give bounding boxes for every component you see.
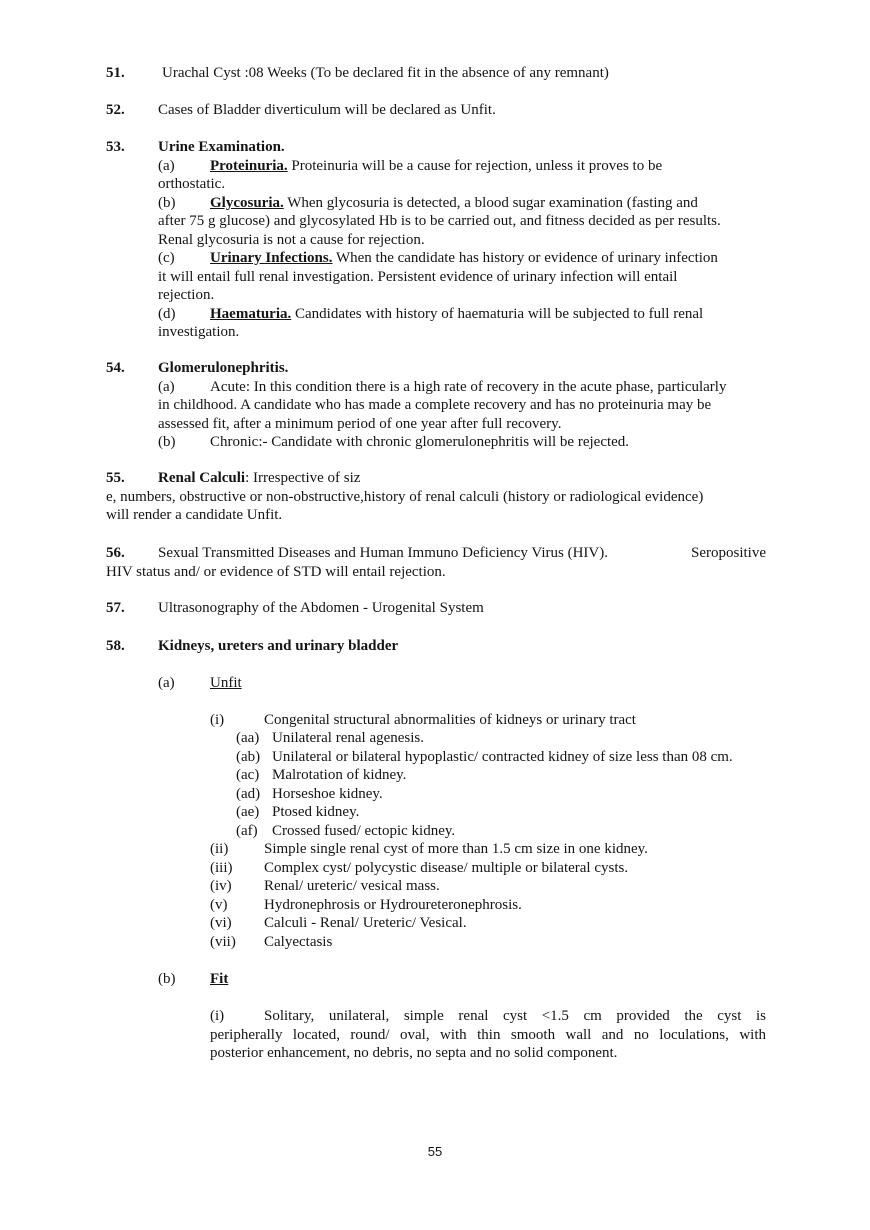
item-text: Urachal Cyst :08 Weeks (To be declared fit in the absence of any remnant) [162,65,609,81]
sub-item-b: (b) Fit [158,971,229,987]
item-text: Ultrasonography of the Abdomen - Urogenital System [158,600,484,616]
sub-item-a: (a) Acute: In this condition there is a high rate of recovery in the acute phase, particularly [158,378,727,395]
page-number: 55 [427,1144,443,1159]
list-item: (vi) Calculi - Renal/ Ureteric/ Vesical. [210,915,467,931]
sub-item-b: (b) Glycosuria. When glycosuria is detected, a blood sugar examination (fasting and [158,194,698,211]
roman-list [210,840,770,951]
roman-item: (i) Congenital structural abnormalities of kidneys or urinary tract [210,712,636,728]
list-item: (ae) Ptosed kidney. [236,804,360,820]
section-title: Urine Examination. [158,139,285,155]
item-number: 57. [106,600,125,616]
item-number: 56. [106,545,125,561]
item-55: 55. Renal Calculi: Irrespective of siz e, numbers, obstructive or non-obstructive,history of renal calculi (history or radiological evidence) will render a candidate Unfit. [106,470,704,523]
list-item: (vii) Calyectasis [210,933,333,950]
section-title: Renal Calculi [158,470,246,486]
item-number: 51. [106,65,125,81]
list-item: (iv) Renal/ ureteric/ vesical mass. [210,878,440,894]
item-52 [106,101,766,120]
item-58 [106,637,766,656]
sub-item-b: (b) Chronic:- Candidate with chronic glomerulonephritis will be rejected. [158,434,630,450]
fit-item-i: (i) Solitary, unilateral, simple renal cyst <1.5 cm provided the cyst is peripherally located, round/ oval, with thin smooth wall and no loculations, with posterior enhancement, no debris, no septa and no solid component. [210,1008,766,1061]
list-item: (ii) Simple single renal cyst of more than 1.5 cm size in one kidney. [210,841,648,857]
list-item: (ab) Unilateral or bilateral hypoplastic/ contracted kidney of size less than 08 cm. [236,748,733,765]
list-item: (ad) Horseshoe kidney. [236,785,383,802]
item-54: 54. Glomerulonephritis. (a) Acute: In this condition there is a high rate of recovery in the acute phase, particularly in childhood. A candidate who has made a complete recovery and has no proteinuria may be assessed fit, after a minimum period of one year after full recovery. (b) Chronic:- Candidate with chronic glomerulonephritis will be rejected. [106,359,766,452]
list-item: (v) Hydronephrosis or Hydroureteronephrosis. [210,896,522,913]
sub-item-title: Haematuria. [210,305,292,322]
sub-item-c: (c) Urinary Infections. When the candidate has history or evidence of urinary infection [158,250,718,266]
list-item: (af) Crossed fused/ ectopic kidney. [236,822,456,839]
item-53: 53. Urine Examination. (a) Proteinuria. Proteinuria will be a cause for rejection, unless it proves to be orthostatic. (b) Glycosuria. When glycosuria is detected, a blood sugar examination (fasting and after 75 g glucose) and glycosylated Hb is to be carried out, and fitness decided as per results. Renal glycosuria is not a cause for rejection. (c) Urinary Infections. When the candidate has history or evidence of urinary infection it will entail full renal investigation. Persistent evidence of urinary infection will entail rejection. (d) Haematuria. Candidates with history of haematuria will be subjected to full renal investigation. [106,138,766,342]
item-number: 54. [106,360,125,376]
list-item: (ac) Malrotation of kidney. [236,767,407,783]
section-title: Glomerulonephritis. [158,360,289,376]
sub-item-title: Proteinuria. [210,157,288,174]
section-title: Kidneys, ureters and urinary bladder [158,638,399,654]
item-number: 52. [106,102,125,118]
sub-item-title: Glycosuria. [210,194,284,211]
item-number: 58. [106,638,125,654]
sub-item-a: (a) Proteinuria. Proteinuria will be a cause for rejection, unless it proves to be [158,157,663,174]
item-56: 56. Sexual Transmitted Diseases and Human Immuno Deficiency Virus (HIV). Seropositive HIV status and/ or evidence of STD will entail rejection. [106,545,766,580]
list-item: (aa) Unilateral renal agenesis. [236,730,425,746]
item-text: Cases of Bladder diverticulum will be declared as Unfit. [158,102,496,118]
sub-item-title: Fit [210,971,229,987]
sub-item-d: (d) Haematuria. Candidates with history of haematuria will be subjected to full renal [158,305,704,322]
item-51 [106,64,766,83]
item-number: 53. [106,139,125,155]
sub-item-title: Unfit [210,675,242,691]
item-number: 55. [106,470,125,486]
sub-item-title: Urinary Infections. [210,250,333,266]
sub-item-a: (a) Unfit [158,675,242,691]
item-57 [106,599,766,618]
sub-list [236,729,733,840]
list-item: (iii) Complex cyst/ polycystic disease/ multiple or bilateral cysts. [210,859,629,876]
